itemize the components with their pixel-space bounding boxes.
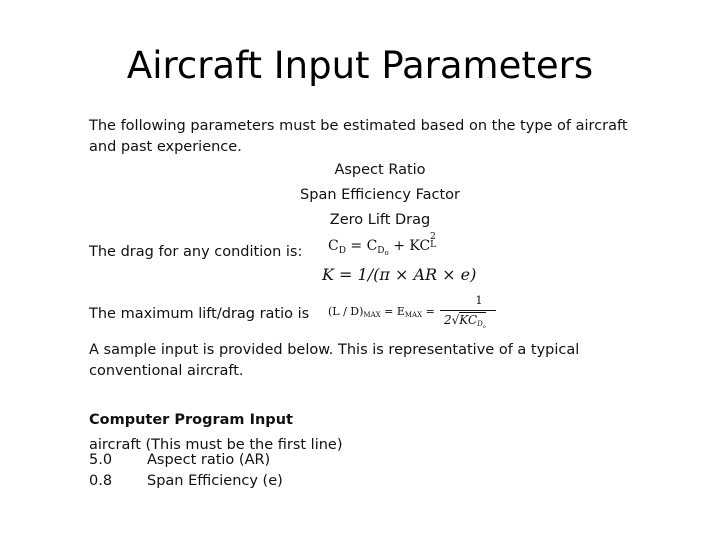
intro-paragraph: The following parameters must be estimated based on the type of aircraft and past experience.: [89, 118, 628, 155]
fraction-numerator: 1: [475, 294, 483, 307]
eq-sign: =: [350, 238, 363, 254]
ld-label: The maximum lift/drag ratio is: [89, 306, 310, 322]
eq-symbol: C: [328, 238, 339, 254]
page-title: Aircraft Input Parameters: [126, 44, 594, 87]
program-heading: Computer Program Input: [89, 412, 293, 428]
eq-term: + KC: [393, 238, 431, 254]
k-equation: K = 1/(π × AR × e): [322, 265, 477, 284]
sqrt-icon: √: [451, 313, 460, 327]
eq-sign: =: [422, 305, 435, 318]
eq-term: KC: [459, 313, 478, 327]
eq-subscript: MAX: [404, 311, 423, 319]
drag-label: The drag for any condition is:: [89, 244, 303, 260]
parameter-item: Aspect Ratio: [334, 162, 426, 178]
eq-subscript: o: [482, 324, 486, 330]
row-value: 5.0: [89, 452, 113, 468]
eq-subscript: D: [338, 246, 346, 256]
ld-equation: [328, 293, 508, 333]
fraction-bar: [440, 310, 496, 311]
row-value: 0.8: [89, 473, 113, 489]
program-table: [89, 452, 283, 494]
table-row: [89, 473, 283, 494]
row-description: Aspect ratio (AR): [147, 452, 271, 468]
parameter-item: Zero Lift Drag: [329, 212, 431, 228]
eq-symbol: C: [366, 238, 378, 254]
parameter-list: [290, 162, 470, 237]
eq-superscript: 2: [430, 232, 436, 242]
table-row: [89, 452, 283, 473]
eq-subscript: D: [377, 246, 385, 256]
fraction-denominator: 2: [444, 313, 452, 327]
sample-paragraph: A sample input is provided below. This is representative of a typical conventional aircraft.: [89, 342, 580, 379]
program-first-line: aircraft (This must be the first line): [89, 437, 343, 453]
eq-subscript: D: [477, 320, 483, 328]
eq-subscript: o: [384, 249, 389, 257]
drag-equation: [328, 232, 437, 257]
eq-term: (L / D): [328, 305, 364, 318]
parameter-item: Span Efficiency Factor: [300, 187, 460, 203]
eq-subscript: L: [430, 240, 437, 250]
row-description: Span Efficiency (e): [147, 473, 283, 489]
eq-term: = E: [380, 305, 405, 318]
eq-subscript: MAX: [363, 311, 381, 319]
